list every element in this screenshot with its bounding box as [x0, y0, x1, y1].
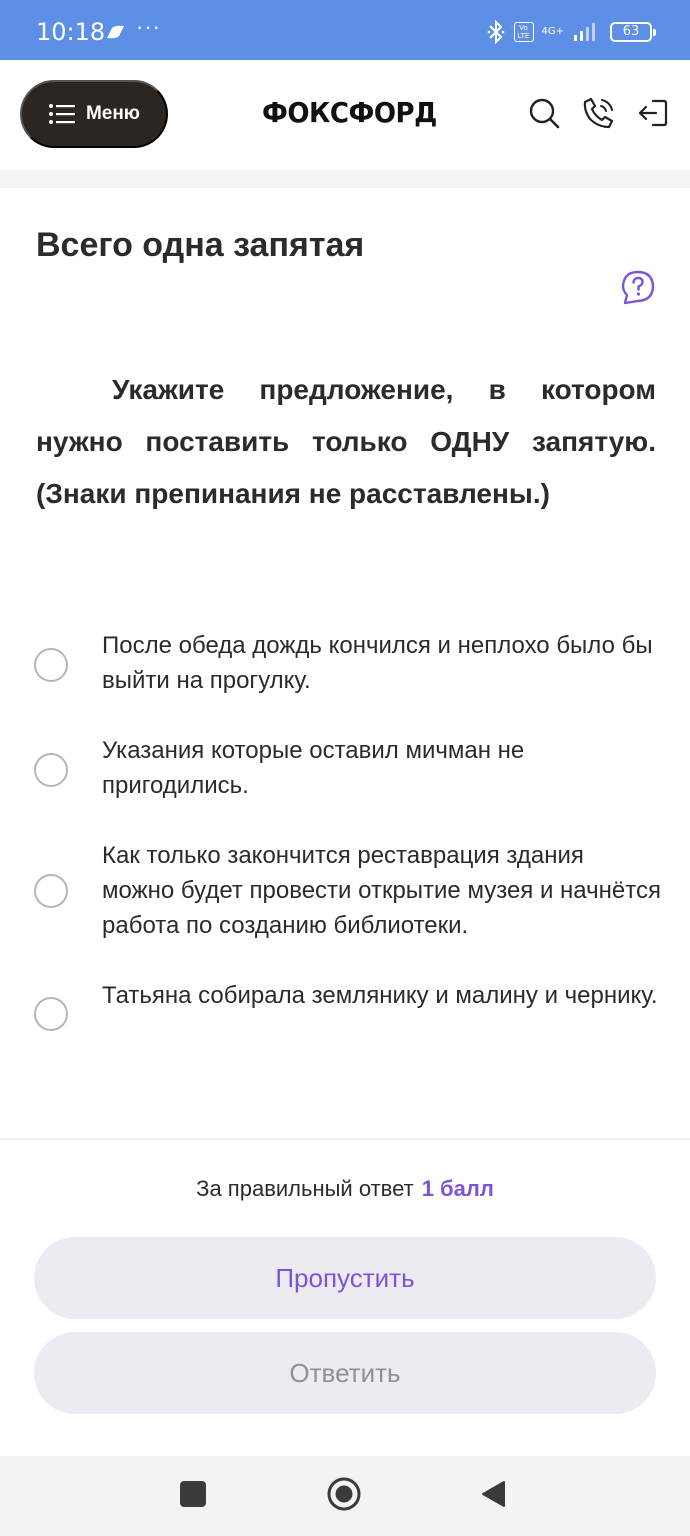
score-info	[0, 1176, 690, 1202]
radio-button[interactable]	[34, 997, 68, 1031]
option-label: После обеда дождь кончился и неплохо было бы выйти на прогулку.	[102, 632, 653, 694]
menu-button[interactable]	[20, 80, 168, 148]
option-label: Как только закончится реставрация здания можно будет провести открытие музея и начнётся работа по созданию библиотеки.	[102, 842, 661, 939]
status-indicators	[486, 18, 653, 46]
search-icon[interactable]	[527, 96, 561, 130]
foxford-logo[interactable]: ФОКСФОРД	[262, 96, 437, 129]
menu-icon	[48, 103, 76, 125]
task-title: Всего одна запятая	[36, 226, 365, 264]
network-type: 4G+	[541, 26, 564, 37]
radio-button[interactable]	[34, 648, 68, 682]
battery-icon: 63	[610, 22, 652, 42]
logout-icon[interactable]	[636, 96, 670, 130]
signal-icon	[572, 21, 602, 43]
status-time: 10:18	[36, 18, 106, 46]
footer-divider	[0, 1138, 690, 1140]
radio-button[interactable]	[34, 753, 68, 787]
header-separator	[0, 170, 690, 188]
app-header	[0, 60, 690, 170]
option-label: Татьяна собирала землянику и малину и чернику.	[102, 982, 658, 1009]
feather-icon	[104, 25, 126, 39]
home-icon[interactable]	[326, 1476, 362, 1512]
phone-icon[interactable]	[582, 96, 616, 130]
back-icon[interactable]	[480, 1480, 506, 1508]
score-label: За правильный ответ	[196, 1176, 414, 1201]
volte-badge: Vo LTE	[514, 22, 534, 42]
notification-dots: ···	[136, 14, 161, 39]
menu-label: Меню	[85, 103, 141, 124]
question-text: Укажите предложение, в котором нужно поставить только ОДНУ запятую. (Знаки препинания не расставлены.)	[36, 374, 656, 509]
bluetooth-icon	[486, 19, 506, 45]
help-question-icon[interactable]	[620, 269, 656, 305]
score-value: 1 балл	[421, 1176, 494, 1201]
radio-button[interactable]	[34, 874, 68, 908]
option-label: Указания которые оставил мичман не пригодились.	[102, 737, 525, 799]
recent-apps-icon[interactable]	[180, 1481, 206, 1507]
answer-button[interactable]: Ответить	[34, 1332, 656, 1414]
skip-button[interactable]: Пропустить	[34, 1237, 656, 1319]
status-bar	[0, 0, 690, 60]
